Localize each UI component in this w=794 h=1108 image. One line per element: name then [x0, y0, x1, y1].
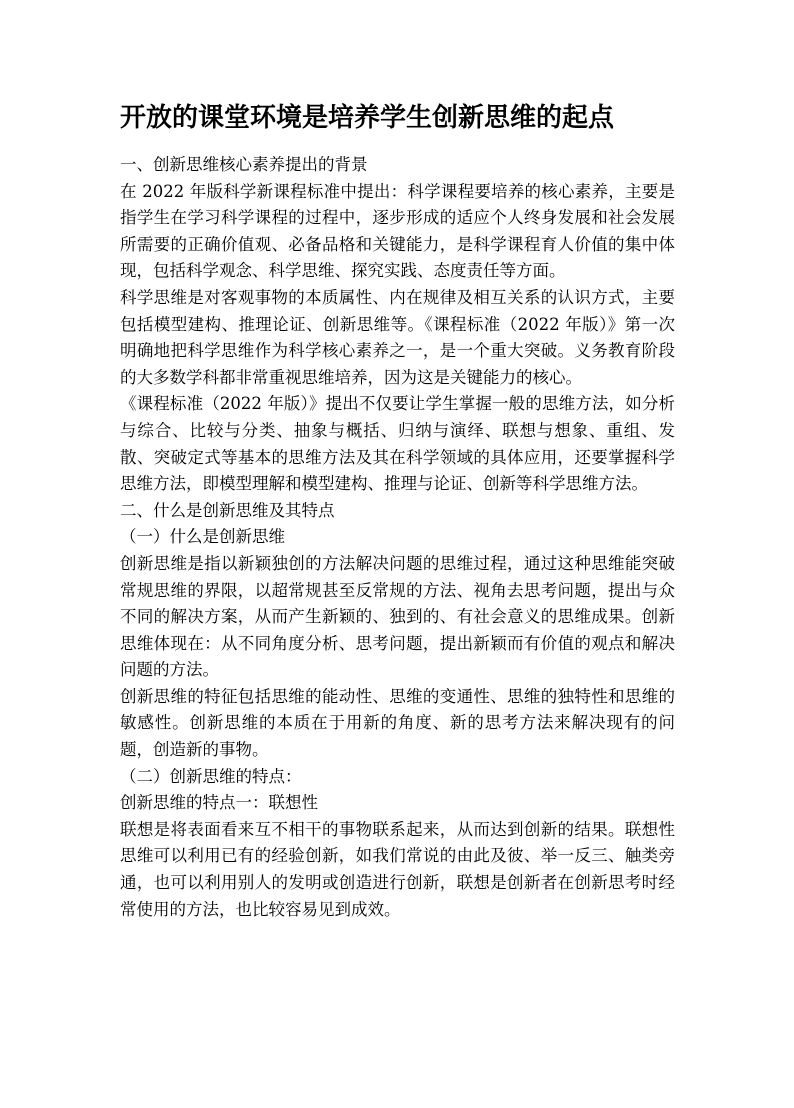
paragraph-characteristics: 创新思维的特征包括思维的能动性、思维的变通性、思维的独特性和思维的敏感性。创新思维的本质在于用新的角度、新的思考方法来解决现有的问题，创造新的事物。: [120, 686, 675, 760]
feature-heading-association: 创新思维的特点一：联想性: [120, 793, 318, 813]
paragraph-definition: 创新思维是指以新颖独创的方法解决问题的思维过程，通过这种思维能突破常规思维的界限，以超常规甚至反常规的方法、视角去思考问题，提出与众不同的解决方案，从而产生新颖的、独到的、有社会意义的思维成果。创新思维体现在：从不同角度分析、思考问题，提出新颖而有价值的观点和解决问题的方法。: [120, 553, 675, 680]
paragraph-association: 联想是将表面看来互不相干的事物联系起来，从而达到创新的结果。联想性思维可以利用已有的经验创新，如我们常说的由此及彼、举一反三、触类旁通，也可以利用别人的发明或创造进行创新，联想是创新者在创新思考时经常使用的方法，也比较容易见到成效。: [120, 819, 675, 919]
subsection-heading-features: （二）创新思维的特点：: [120, 766, 302, 786]
paragraph-thinking-methods: 《课程标准（2022 年版）》提出不仅要让学生掌握一般的思维方法，如分析与综合、比较与分类、抽象与概括、归纳与演绎、联想与想象、重组、发散、突破定式等基本的思维方法及其在科学领域的具体应用，还要掌握科学思维方法，即模型理解和模型建构、推理与论证、创新等科学思维方法。: [120, 394, 675, 494]
section-heading-background: 一、创新思维核心素养提出的背景: [120, 155, 368, 174]
subsection-heading-definition: （一）什么是创新思维: [120, 527, 285, 547]
document-body: [120, 152, 675, 923]
paragraph-curriculum-standard: 在 2022 年版科学新课程标准中提出：科学课程要培养的核心素养，主要是指学生在学习科学课程的过程中，逐步形成的适应个人终身发展和社会发展所需要的正确价值观、必备品格和关键能力，是科学课程育人价值的集中体现，包括科学观念、科学思维、探究实践、态度责任等方面。: [120, 181, 675, 281]
document-title: 开放的课堂环境是培养学生创新思维的起点: [120, 103, 615, 133]
paragraph-scientific-thinking: 科学思维是对客观事物的本质属性、内在规律及相互关系的认识方式，主要包括模型建构、推理论证、创新思维等。《课程标准（2022 年版）》第一次明确地把科学思维作为科学核心素养之一，是一个重大突破。义务教育阶段的大多数学科都非常重视思维培养，因为这是关键能力的核心。: [120, 287, 675, 387]
section-heading-what-is-innovative-thinking: 二、什么是创新思维及其特点: [120, 500, 335, 520]
